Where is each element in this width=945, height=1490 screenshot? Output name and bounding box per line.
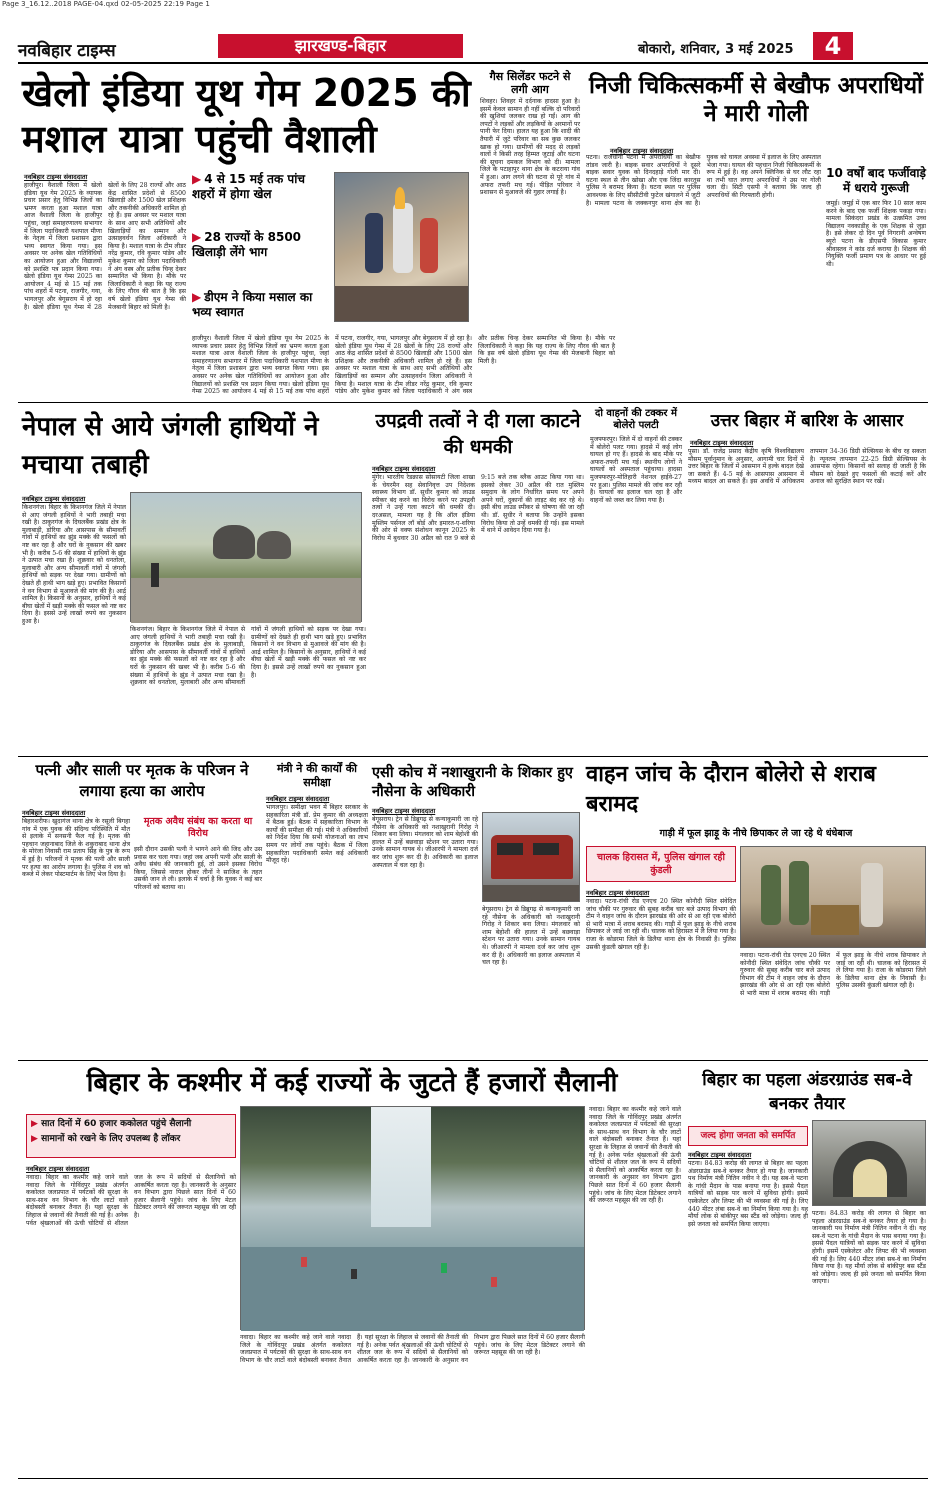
nashakhurani-byline: नवबिहार टाइम्स संवाददाता [372,807,436,815]
upadravi-body: मुंगेर। भारतीय रेडक्रास सोसायटी जिला शाखा के चेयरमैन सह सेवानिवृत्त उप निदेशक स्वास्थ्य विभाग डॉ. सुधीर कुमार को लाउड स्पीकर बंद करने का विरोध करने पर उपद्रवी तत्वों ने उन्हें गला काटने की धमकी दी। दरअसल, मामला यह है कि ऑल इंडिया मुस्लिम पर्सनल लॉ बोर्ड और इमारत-ए-शरिया की ओर से वक्फ संशोधन कानून 2025 के विरोध में बुधवार 30 अप्रैल को रात 9 बजे से 9:15 बजे तक ब्लैक आउट किया गया था। इसको लेकर 30 अप्रैल की रात मुस्लिम समुदाय के लोग निर्धारित समय पर अपने अपने घरों, दुकानों की लाइट बंद कर रहे थे। इसी बीच लाउड स्पीकर से घोषणा की जा रही थी। डॉ. सुधीर ने बताया कि उन्होंने इसका विरोध किया तो उन्हें धमकी दी गई। इस मामले में थाने में आवेदन दिया गया है। [372,474,584,542]
vahan-photo-seizure [740,846,926,948]
bolero-collision-body: मुजफ्फरपुर। जिले में दो वाहनों की टक्कर में बोलेरो पलट गया। हादसे में कई लोग घायल हो गए हैं। हादसे के बाद मौके पर अफरा-तफरी मच गई। स्थानीय लोगों ने घायलों को अस्पताल पहुंचाया। हादसा मुजफ्फरपुर-मोतिहारी नेशनल हाईवे-27 पर हुआ। पुलिस मामले की जांच कर रही है। घायलों का इलाज चल रहा है और वाहनों को जब्त कर लिया गया है। [590,436,682,504]
vahan-callout [586,846,736,882]
row1-rule [18,402,928,403]
vahan-sub-headline: गाड़ी में फूल झाड़ू के नीचे छिपाकर ले जा रहे थे धंधेबाज [659,828,853,839]
vahan-byline: नवबिहार टाइम्स संवाददाता [586,889,650,897]
gas-headline: गैस सिलेंडर फटने से लगी आग [489,70,571,96]
underground-callout-text: जल्द होगा जनता को समर्पित [700,1131,796,1141]
lead-highlights [192,172,327,332]
bottom-rule [18,1478,928,1479]
triangle-icon: ▶ [192,290,202,304]
mantri-headline: मंत्री ने की कार्यों की समीक्षा [276,762,358,789]
dateline: बोकारो, शनिवार, 3 मई 2025 [638,42,794,57]
nepal-body-left: किशनगंज। बिहार के किशनगंज जिले में नेपाल से आए जंगली हाथियों ने भारी तबाही मचा रखी है। ठाकुरगंज के दिघलबैंक प्रखंड क्षेत्र के मुलाबाड़ी, डोरिया और आसपास के सीमावर्ती गांवों में हाथियों का झुंड मक्के की फसलों को नष्ट कर रहा है और घरों के नुकसान की खबर भी है। करीब 5-6 की संख्या में हाथियों के झुंड ने उत्पात मचा रखा है। शुक्रवार को धनतोला, मुलाबारी और अन्य सीमावर्ती गांवों में जंगली हाथियों को सड़क पर देखा गया। ग्रामीणों को देखते ही हाथी भाग खड़े हुए। प्रभावित किसानों ने वन विभाग से मुआवजे की मांग की है। आर्द्र शामिल है। किसानों के अनुसार, हाथियों ने कई बीघा खेतों में खड़ी मक्के की फसल को नष्ट कर दिया है। इससे उन्हें लाखों रुपये का नुकसान हुआ है। [22,504,126,625]
pati-body: बिहारशरीफ। खुदागंज थाना क्षेत्र के रसूली बिगहा गांव में एक युवक की संदिग्ध परिस्थिति में मौत से इलाके में सनसनी फैल गई है। मृतक की पहचान जहानाबाद जिले के शकुराबाद थाना क्षेत्र के मोरंजा निवासी राम प्रताप सिंह के पुत्र के रूप में हुई है। परिजनों ने मृतक की पत्नी और साली पर हत्या का आरोप लगाया है। पुलिस ने शव को कब्जे में लेकर पोस्टमार्टम के लिए भेज दिया है। [22,818,130,879]
nashakhurani-photo-train [482,812,580,902]
section-label: झारखण्ड-बिहार [218,34,463,58]
triangle-icon: ▶ [192,230,202,244]
nepal-photo-elephants [130,492,362,622]
doctor-body: पटना। राजधानी पटना में अपराधियों का बेखौफ तांडव जारी है। बाइक सवार अपराधियों ने दूसरे बाइक सवार युवक को दिनदहाड़े गोली मार दी। घटना स्थल से तीन खोखा और एक जिंदा कारतूस पुलिस ने बरामद किया है। घटना स्थल पर पुलिस आवश्यक के लिए सीसीटीवी फुटेज खंगालने में जुटी है। मामला पटना के जक्कनपुर थाना क्षेत्र का है। युवक को घायल अवस्था में इलाज के लिए अस्पताल भेजा गया। घायल की पहचान निजी चिकित्सकर्मी के रूप में हुई है। वह अपने क्लिनिक से घर लौट रहा था तभी घात लगाए अपराधियों ने उस पर गोली चला दी। सिटी एसपी ने बताया कि जल्द ही अपराधियों की गिरफ्तारी होगी। [586,154,821,207]
pati-byline: नवबिहार टाइम्स संवाददाता [22,809,86,817]
triangle-icon: ▶ [31,1119,38,1129]
lead-highlight-1: ▶ 4 से 15 मई तक पांच शहरों में होगा खेल [192,172,305,201]
vahan-body: नवादा। पटना-रांची रोड एनएच 20 स्थित कोनौदी स्थित संवेदित जांच चौकी पर गुरुवार की सुबह करीब चार बजे उत्पाद विभाग की टीम ने वाहन जांच के दौरान झारखंड की ओर से आ रही एक बोलेरो से भारी मात्रा में शराब बरामद की। गाड़ी में फूल झाड़ू के नीचे शराब छिपाकर ले जाई जा रही थी। चालक को हिरासत में ले लिया गया है। राजा के कोडरमा जिले के डिलैया थाना क्षेत्र के निवासी है। पुलिस उसकी कुंडली खंगाल रही है। [586,898,736,951]
masthead-rule [18,62,928,64]
kashmir-highlights [26,1114,236,1158]
row3-rule [18,1060,928,1061]
lead-photo-torch [334,172,469,322]
vahan-callout-text: चालक हिरासत में, पुलिस खंगाल रही कुंडली [597,852,725,876]
mantri-byline: नवबिहार टाइम्स संवाददाता [266,795,330,803]
underground-byline: नवबिहार टाइम्स संवाददाता [688,1151,752,1159]
kashmir-highlight-1: ▶ सात दिनों में 60 हजार ककोलत पहुंचे सैलानी [31,1119,192,1129]
pati-sub-headline: मृतक अवैध संबंध का करता था विरोध [143,816,253,839]
upadravi-byline: नवबिहार टाइम्स संवाददाता [372,465,436,473]
vahan-body-right: नवादा। पटना-रांची रोड एनएच 20 स्थित कोनौदी स्थित संवेदित जांच चौकी पर गुरुवार की सुबह करीब चार बजे उत्पाद विभाग की टीम ने वाहन जांच के दौरान झारखंड की ओर से आ रही एक बोलेरो से भारी मात्रा में शराब बरामद की। गाड़ी में फूल झाड़ू के नीचे शराब छिपाकर ले जाई जा रही थी। चालक को हिरासत में ले लिया गया है। राजा के कोडरमा जिले के डिलैया थाना क्षेत्र के निवासी है। पुलिस उसकी कुंडली खंगाल रही है। [740,952,926,997]
doctor-byline: नवबिहार टाइम्स संवाददाता [610,147,674,155]
lead-byline: नवबिहार टाइम्स संवाददाता [24,173,88,181]
kashmir-highlight-2: ▶ सामानों को रखने के लिए उपलब्ध है लॉकर [31,1134,181,1144]
masthead [18,34,928,60]
nepal-byline: नवबिहार टाइम्स संवाददाता [22,495,86,503]
bolero-collision-headline: दो वाहनों की टक्कर में बोलेरो पलटी [595,408,677,431]
rain-body: पूसा। डॉ. राजेंद्र प्रसाद केंद्रीय कृषि विश्वविद्यालय मौसम पूर्वानुमान के अनुसार, आगामी चार दिनों में उत्तर बिहार के जिलों में आसमान में हल्के बादल देखे जा सकते हैं। 4-5 मई के आसपास आसमान में मध्यम बादल आ सकते हैं। इस अवधि में अधिकतम तापमान 34-36 डिग्री सेल्सियस के बीच रह सकता है। न्यूनतम तापमान 22-25 डिग्री सेल्सियस के आसपास रहेगा। किसानों को सलाह दी जाती है कि मौसम को देखते हुए फसलों की कटाई करें और अनाज को सुरक्षित स्थान पर रखें। [688,448,926,486]
underground-body: पटना। 84.83 करोड़ की लागत से बिहार का पहला अंडरग्राउंड सब-वे बनकर तैयार हो गया है। जानकारी पथ निर्माण मंत्री नितिन नवीन ने दी। यह सब-वे पटना के गांधी मैदान के पास बनाया गया है। इससे पैदल यात्रियों को सड़क पार करने में सुविधा होगी। इसमें एस्केलेटर और लिफ्ट की भी व्यवस्था की गई है। लिए 440 मीटर लंबा सब-वे का निर्माण किया गया है। यह मौर्या लोक से बांकीपुर बस स्टैंड को जोड़ेगा। जल्द ही इसे जनता को समर्पित किया जाएगा। [688,1160,808,1228]
nepal-headline: नेपाल से आये जंगली हाथियों ने मचाया तबाही [22,412,319,480]
doctor-sub-body: जमुई। जमुई में एक बार फिर 10 साल काम करने के बाद एक फर्जी शिक्षक पकड़ा गया। मामला सिकंदरा प्रखंड के उत्क्रमित उच्च विद्यालय नवकाडीह के एक शिक्षक से जुड़ा है। इसे लेकर दो दिन पूर्व निगरानी अन्वेषण ब्यूरो पटना के डीएसपी विकास कुमार श्रीवास्तव ने कांड दर्ज कराया है। शिक्षक की नियुक्ति फर्जी प्रमाण पत्र के आधार पर हुई थी। [826,200,926,268]
triangle-icon: ▶ [31,1134,38,1144]
underground-headline: बिहार का पहला अंडरग्राउंड सब-वे बनकर तैयार [702,1070,912,1114]
lead-body-continued: हाजीपुर। वैशाली जिला में खेलो इंडिया यूथ गेम 2025 के व्यापक प्रचार प्रसार हेतु विभिन्न जिलों का भ्रमण करता हुआ मशाल यात्रा आज वैशाली जिला के हाजीपुर पहुंचा, जहां समाहरणालय सभागार में जिला पदाधिकारी यशपाल मीणा के नेतृत्व में जिला प्रशासन द्वारा भव्य स्वागत किया गया। इस अवसर पर अनेक खेल गतिविधियों का आयोजन हुआ और विद्यालयों को प्रशस्ति पत्र प्रदान किया गया। खेलो इंडिया यूथ गेम्स 2025 का आयोजन 4 मई से 15 मई तक पांच शहरों में पटना, राजगीर, गया, भागलपुर और बेगूसराय में हो रहा है। खेलो इंडिया यूथ गेम्स में 28 खेलों के लिए 28 राज्यों और आठ केंद्र शासित प्रदेशों से 8500 खिलाड़ी और 1500 खेल प्रशिक्षक और तकनीकी अधिकारी शामिल हो रहे हैं। इस अवसर पर मशाल यात्रा के साथ आए सभी अतिथियों और खिलाड़ियों का सम्मान और उत्साहवर्धन जिला अधिकारी ने किया है। मशाल यात्रा के टीम लीडर नरेंद्र कुमार, रवि कुमार पांडेय और मुकेश कुमार को जिला पदाधिकारी ने अंग वस्त्र और प्रतीक चिन्ह देकर सम्मानित भी किया है। मौके पर जिलाधिकारी ने कहा कि यह राज्य के लिए गौरव की बात है कि इस वर्ष खेलो इंडिया यूथ गेम्स की मेजबानी बिहार को मिली है। [192,335,615,396]
lead-body: हाजीपुर। वैशाली जिला में खेलो इंडिया यूथ गेम 2025 के व्यापक प्रचार प्रसार हेतु विभिन्न जिलों का भ्रमण करता हुआ मशाल यात्रा आज वैशाली जिला के हाजीपुर पहुंचा, जहां समाहरणालय सभागार में जिला पदाधिकारी यशपाल मीणा के नेतृत्व में जिला प्रशासन द्वारा भव्य स्वागत किया गया। इस अवसर पर अनेक खेल गतिविधियों का आयोजन हुआ और विद्यालयों को प्रशस्ति पत्र प्रदान किया गया। खेलो इंडिया यूथ गेम्स 2025 का आयोजन 4 मई से 15 मई तक पांच शहरों में पटना, राजगीर, गया, भागलपुर और बेगूसराय में हो रहा है। खेलो इंडिया यूथ गेम्स में 28 खेलों के लिए 28 राज्यों और आठ केंद्र शासित प्रदेशों से 8500 खिलाड़ी और 1500 खेल प्रशिक्षक और तकनीकी अधिकारी शामिल हो रहे हैं। इस अवसर पर मशाल यात्रा के साथ आए सभी अतिथियों और खिलाड़ियों का सम्मान और उत्साहवर्धन जिला अधिकारी ने किया है। मशाल यात्रा के टीम लीडर नरेंद्र कुमार, रवि कुमार पांडेय और मुकेश कुमार को जिला पदाधिकारी ने अंग वस्त्र और प्रतीक चिन्ह देकर सम्मानित भी किया है। मौके पर जिलाधिकारी ने कहा कि यह राज्य के लिए गौरव की बात है कि इस वर्ष खेलो इंडिया यूथ गेम्स की मेजबानी बिहार को मिली है। [24,182,186,311]
pati-sub-body: इसी दौरान उसकी पत्नी ने भागने आने की जिद और उस प्रवास कर चला गया। जहां जब अपनी पत्नी और साली के अवैध संबंध की जानकारी हुई, तो उसने इसका विरोध किया, जिससे नाराज होकर तीनों ने साजिश के तहत उसकी जान ले ली। इलाके में चर्चा है कि युवक ने कई बार परिजनों को बताया था। [134,846,262,891]
doctor-headline: निजी चिकित्सकर्मी से बेखौफ अपराधियों ने मारी गोली [588,73,924,127]
mantri-body: भागलपुर। समीक्षा भवन में बिहार सरकार के सहकारिता मंत्री डॉ. प्रेम कुमार की अध्यक्षता में बैठक हुई। बैठक में सहकारिता विभाग के कार्यों की समीक्षा की गई। मंत्री ने अधिकारियों को निर्देश दिया कि सभी योजनाओं का लाभ समय पर लोगों तक पहुंचे। बैठक में जिला सहकारिता पदाधिकारी समेत कई अधिकारी मौजूद रहे। [266,804,368,865]
kashmir-headline: बिहार के कश्मीर में कई राज्यों के जुटते हैं हजारों सैलानी [86,1068,618,1098]
paper-name: नवबिहार टाइम्स [18,41,116,61]
nepal-body-bottom: किशनगंज। बिहार के किशनगंज जिले में नेपाल से आए जंगली हाथियों ने भारी तबाही मचा रखी है। ठाकुरगंज के दिघलबैंक प्रखंड क्षेत्र के मुलाबाड़ी, डोरिया और आसपास के सीमावर्ती गांवों में हाथियों का झुंड मक्के की फसलों को नष्ट कर रहा है और घरों के नुकसान की खबर भी है। करीब 5-6 की संख्या में हाथियों के झुंड ने उत्पात मचा रखा है। शुक्रवार को धनतोला, मुलाबारी और अन्य सीमावर्ती गांवों में जंगली हाथियों को सड़क पर देखा गया। ग्रामीणों को देखते ही हाथी भाग खड़े हुए। प्रभावित किसानों ने वन विभाग से मुआवजे की मांग की है। आर्द्र शामिल है। किसानों के अनुसार, हाथियों ने कई बीघा खेतों में खड़ी मक्के की फसल को नष्ट कर दिया है। इससे उन्हें लाखों रुपये का नुकसान हुआ है। [130,626,366,687]
lead-highlight-2: ▶ 28 राज्यों के 8500 खिलाड़ी लेंगे भाग [192,230,302,259]
vahan-headline: वाहन जांच के दौरान बोलेरो से शराब बरामद [586,762,876,817]
pati-headline: पत्नी और साली पर मृतक के परिजन ने लगाया हत्या का आरोप [35,761,249,800]
rain-byline: नवबिहार टाइम्स संवाददाता [690,439,754,447]
kashmir-body: नवादा। बिहार का कश्मीर कहे जाने वाले नवादा जिले के गोविंदपुर प्रखंड अंतर्गत ककोलत जलप्रपात में पर्यटकों की सुरक्षा के साथ-साथ वन विभाग के चौर लाटों वाले बंदोबस्ती बनाकर तैनात हैं। यहां सुरक्षा के लिहाज से जवानों की तैनाती की गई है। अनेक पर्वत श्रृंखलाओं की ऊंची चोटियों से शीतल जल के रूप में सदियों से सैलानियों को आकर्षित करता रहा है। जानकारी के अनुसार वन विभाग द्वारा पिछले सात दिनों में 60 हजार सैलानी पहुंचे। जांच के लिए मेटल डिटेक्टर लगाने की जरूरत महसूस की जा रही है। [26,1174,236,1227]
nashakhurani-headline: एसी कोच में नशाखुरानी के शिकार हुए नौसेना के अधिकारी [372,765,573,800]
page-number: 4 [813,32,853,60]
lead-headline: खेलो इंडिया यूथ गेम 2025 की मशाल यात्रा पहुंची वैशाली [22,71,471,161]
print-slug: Page 3_16.12..2018 PAGE-04.qxd 02-05-2025 22:19 Page 1 [2,0,210,8]
doctor-sub-headline: 10 वर्षों बाद फर्जीवाड़े में धराये गुरूजी [826,166,926,195]
kashmir-body-right: नवादा। बिहार का कश्मीर कहे जाने वाले नवादा जिले के गोविंदपुर प्रखंड अंतर्गत ककोलत जलप्रपात में पर्यटकों की सुरक्षा के साथ-साथ वन विभाग के चौर लाटों वाले बंदोबस्ती बनाकर तैनात हैं। यहां सुरक्षा के लिहाज से जवानों की तैनाती की गई है। अनेक पर्वत श्रृंखलाओं की ऊंची चोटियों से शीतल जल के रूप में सदियों से सैलानियों को आकर्षित करता रहा है। जानकारी के अनुसार वन विभाग द्वारा पिछले सात दिनों में 60 हजार सैलानी पहुंचे। जांच के लिए मेटल डिटेक्टर लगाने की जरूरत महसूस की जा रही है। [589,1106,681,1205]
gas-body: शिवहर। शिवहर में दर्दनाक हादसा हुआ है। इसमें केवल सामान ही नहीं बल्कि दो परिवारों की खुशियां जलकर राख हो गईं। आग की लपटों ने लड़कों और लड़कियों के अरमानों पर पानी फेर दिया। हालत यह हुआ कि शादी की तैयारी में जुटे परिवार का सब कुछ जलकर खाक हो गया। ग्रामीणों की मदद से लड़कों वालों ने किसी तरह हिम्मत जुटाई और घटना की सूचना दमकल विभाग को दी। मामला जिले के पटाहापुर थाना क्षेत्र के कटराया गांव में हुआ। आग लगने की घटना से पूरे गांव में अफरा तफरी मच गई। पीड़ित परिवार ने प्रशासन से मुआवजे की गुहार लगाई है। [480,98,580,197]
nashakhurani-body-right: बेगूसराय। ट्रेन से डिब्रूगढ़ से कन्याकुमारी जा रहे नौसेना के अधिकारी को नशाखुरानी गिरोह ने शिकार बना लिया। मंगलवार को शाम बेहोशी की हालत में उन्हें बछवाड़ा स्टेशन पर उतारा गया। उनके सामान गायब थे। जीआरपी ने मामला दर्ज कर जांच शुरू कर दी है। अधिकारी का इलाज अस्पताल में चल रहा है। [482,906,580,967]
underground-photo-subway [812,1120,926,1206]
underground-body-right: पटना। 84.83 करोड़ की लागत से बिहार का पहला अंडरग्राउंड सब-वे बनकर तैयार हो गया है। जानकारी पथ निर्माण मंत्री नितिन नवीन ने दी। यह सब-वे पटना के गांधी मैदान के पास बनाया गया है। इससे पैदल यात्रियों को सड़क पार करने में सुविधा होगी। इसमें एस्केलेटर और लिफ्ट की भी व्यवस्था की गई है। लिए 440 मीटर लंबा सब-वे का निर्माण किया गया है। यह मौर्या लोक से बांकीपुर बस स्टैंड को जोड़ेगा। जल्द ही इसे जनता को समर्पित किया जाएगा। [812,1210,926,1286]
rain-headline: उत्तर बिहार में बारिश के आसार [710,411,904,431]
lead-highlight-3: ▶ डीएम ने किया मसाल का भव्य स्वागत [192,290,313,319]
kashmir-photo-waterfall [240,1106,585,1330]
triangle-icon: ▶ [192,172,202,186]
kashmir-byline: नवबिहार टाइम्स संवाददाता [26,1165,90,1173]
upadravi-headline: उपद्रवी तत्वों ने दी गला काटने की धमकी [375,410,581,458]
row2-rule [18,756,928,757]
kashmir-body-bottom: नवादा। बिहार का कश्मीर कहे जाने वाले नवादा जिले के गोविंदपुर प्रखंड अंतर्गत ककोलत जलप्रपात में पर्यटकों की सुरक्षा के साथ-साथ वन विभाग के चौर लाटों वाले बंदोबस्ती बनाकर तैनात हैं। यहां सुरक्षा के लिहाज से जवानों की तैनाती की गई है। अनेक पर्वत श्रृंखलाओं की ऊंची चोटियों से शीतल जल के रूप में सदियों से सैलानियों को आकर्षित करता रहा है। जानकारी के अनुसार वन विभाग द्वारा पिछले सात दिनों में 60 हजार सैलानी पहुंचे। जांच के लिए मेटल डिटेक्टर लगाने की जरूरत महसूस की जा रही है। [240,1334,585,1364]
nashakhurani-body: बेगूसराय। ट्रेन से डिब्रूगढ़ से कन्याकुमारी जा रहे नौसेना के अधिकारी को नशाखुरानी गिरोह ने शिकार बना लिया। मंगलवार को शाम बेहोशी की हालत में उन्हें बछवाड़ा स्टेशन पर उतारा गया। उनके सामान गायब थे। जीआरपी ने मामला दर्ज कर जांच शुरू कर दी है। अधिकारी का इलाज अस्पताल में चल रहा है। [372,816,478,869]
underground-callout [688,1126,808,1146]
